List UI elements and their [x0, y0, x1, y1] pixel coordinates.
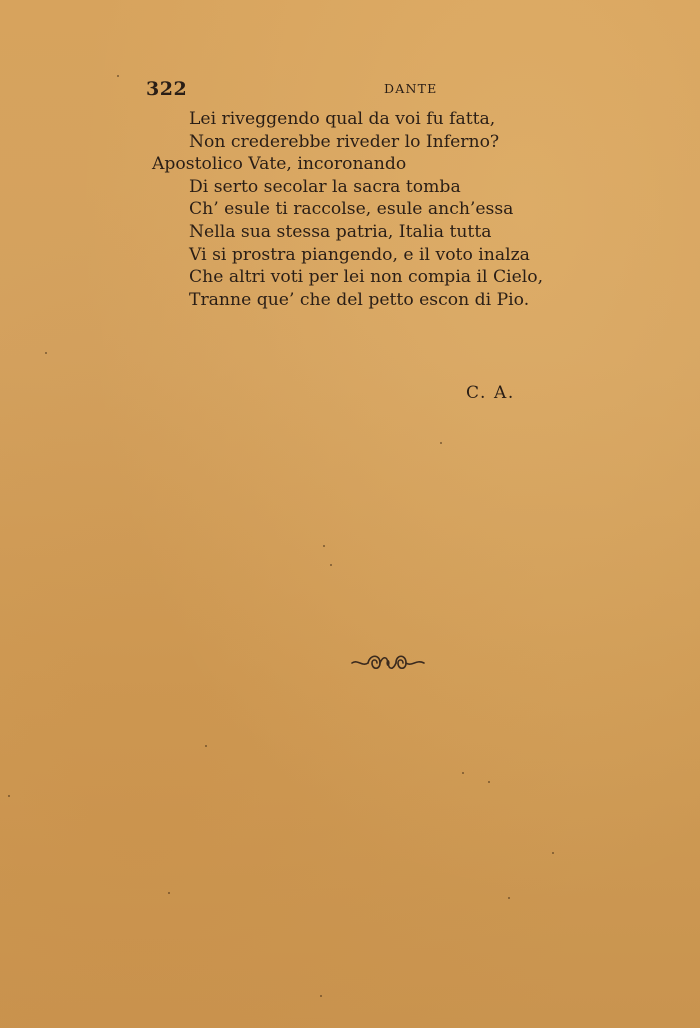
paper-speck — [462, 772, 464, 774]
paper-speck — [323, 545, 325, 547]
signature: C. A. — [466, 383, 515, 403]
paper-speck — [440, 442, 442, 444]
paper-speck — [205, 745, 207, 747]
paper-speck — [45, 352, 47, 354]
poem-line: Tranne que’ che del petto escon di Pio. — [189, 289, 530, 310]
paper-speck — [552, 852, 554, 854]
poem-line: Ch’ esule ti raccolse, esule anch’essa — [189, 199, 514, 220]
poem-line: Lei riveggendo qual da voi fu fatta, — [189, 109, 496, 129]
paper-speck — [508, 897, 510, 899]
poem-line: Nella sua stessa patria, Italia tutta — [189, 221, 492, 242]
poem-line: Di serto secolar la sacra tomba — [189, 176, 461, 197]
running-title: DANTE — [384, 81, 438, 96]
paper-speck — [8, 795, 10, 797]
poem-line: Non crederebbe riveder lo Inferno? — [189, 131, 500, 152]
paper-speck — [330, 564, 332, 566]
running-head — [146, 78, 544, 100]
poem-line: Che altri voti per lei non compia il Cielo, — [189, 267, 544, 288]
page-number: 322 — [146, 78, 188, 100]
poem-line: Vi si prostra piangendo, e il voto inalza — [189, 244, 530, 265]
poem — [152, 108, 592, 311]
paper-speck — [168, 892, 170, 894]
paper-speck — [117, 75, 119, 77]
scroll-ornament-icon — [350, 650, 426, 676]
paper-speck — [488, 781, 490, 783]
poem-line: Apostolico Vate, incoronando — [152, 154, 407, 175]
paper-speck — [320, 995, 322, 997]
